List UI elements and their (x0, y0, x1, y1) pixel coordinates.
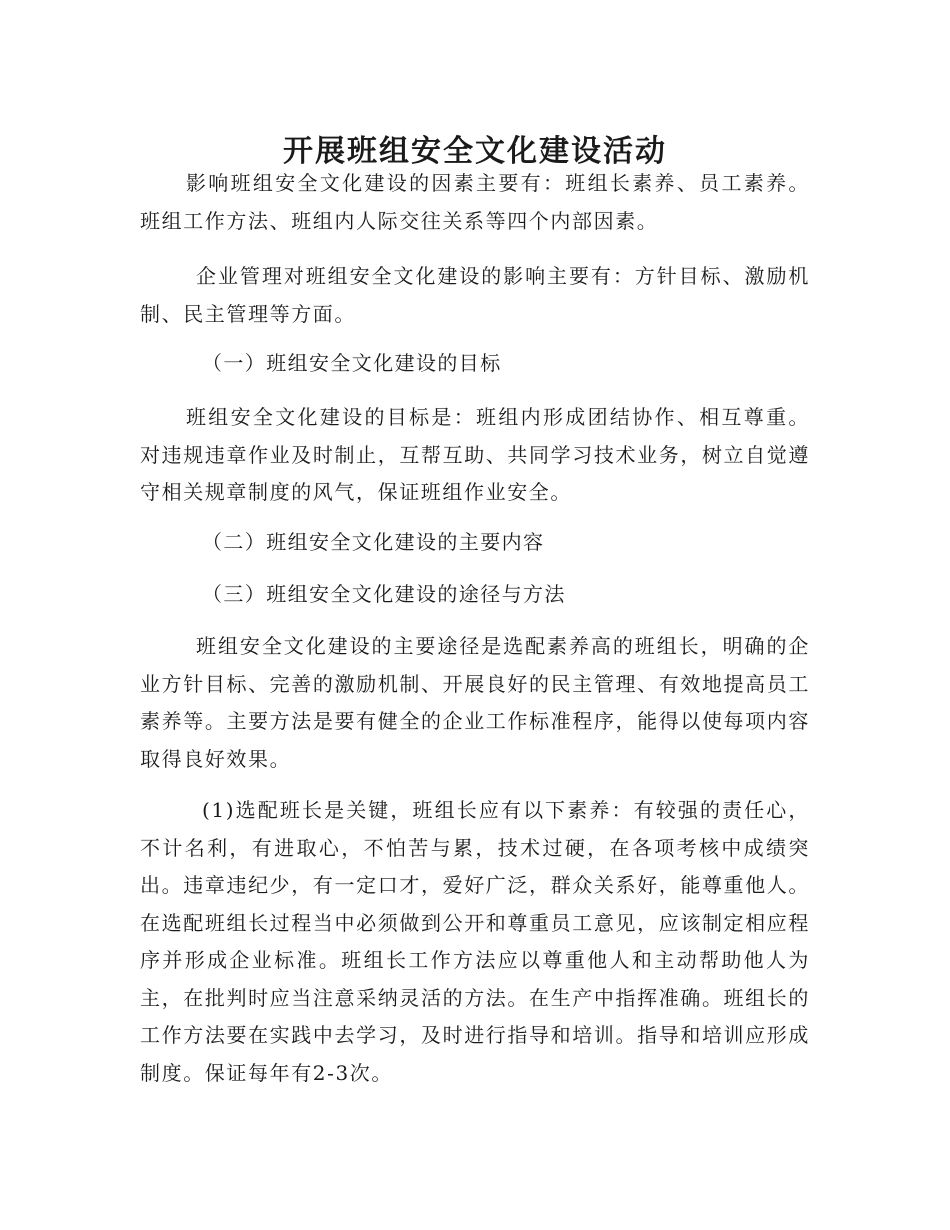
paragraph-management-influence: 企业管理对班组安全文化建设的影响主要有：方针目标、激励机制、民主管理等方面。 (140, 264, 810, 326)
paragraph-methods: 班组安全文化建设的主要途径是选配素养高的班组长，明确的企业方针目标、完善的激励机制、开展良好的民主管理、有效地提高员工素养等。主要方法是要有健全的企业工作标准程序，能得以使每项内容取得良好效果。 (140, 634, 810, 771)
section-heading-methods: （三）班组安全文化建设的途径与方法 (202, 582, 566, 606)
paragraph-influencing-factors: 影响班组安全文化建设的因素主要有：班组长素养、员工素养。班组工作方法、班组内人际交往关系等四个内部因素。 (140, 171, 810, 233)
section-heading-goals: （一）班组安全文化建设的目标 (202, 351, 502, 375)
paragraph-goals: 班组安全文化建设的目标是：班组内形成团结协作、相互尊重。对违规违章作业及时制止，互帮互助、共同学习技术业务，树立自觉遵守相关规章制度的风气，保证班组作业安全。 (140, 405, 810, 504)
document-title: 开展班组安全文化建设活动 (283, 134, 667, 170)
paragraph-team-leader-selection: (1)选配班长是关键，班组长应有以下素养：有较强的责任心，不计名利，有进取心，不怕苦与累，技术过硬，在各项考核中成绩突出。违章违纪少，有一定口才，爱好广泛，群众关系好，能尊重他人。在选配班组长过程当中必须做到公开和尊重员工意见，应该制定相应程序并形成企业标准。班组长工作方法应以尊重他人和主动帮助他人为主，在批判时应当注意采纳灵活的方法。在生产中指挥准确。班组长的工作方法要在实践中去学习，及时进行指导和培训。指导和培训应形成制度。保证每年有2-3次。 (140, 798, 810, 1085)
section-heading-main-content: （二）班组安全文化建设的主要内容 (202, 530, 545, 554)
